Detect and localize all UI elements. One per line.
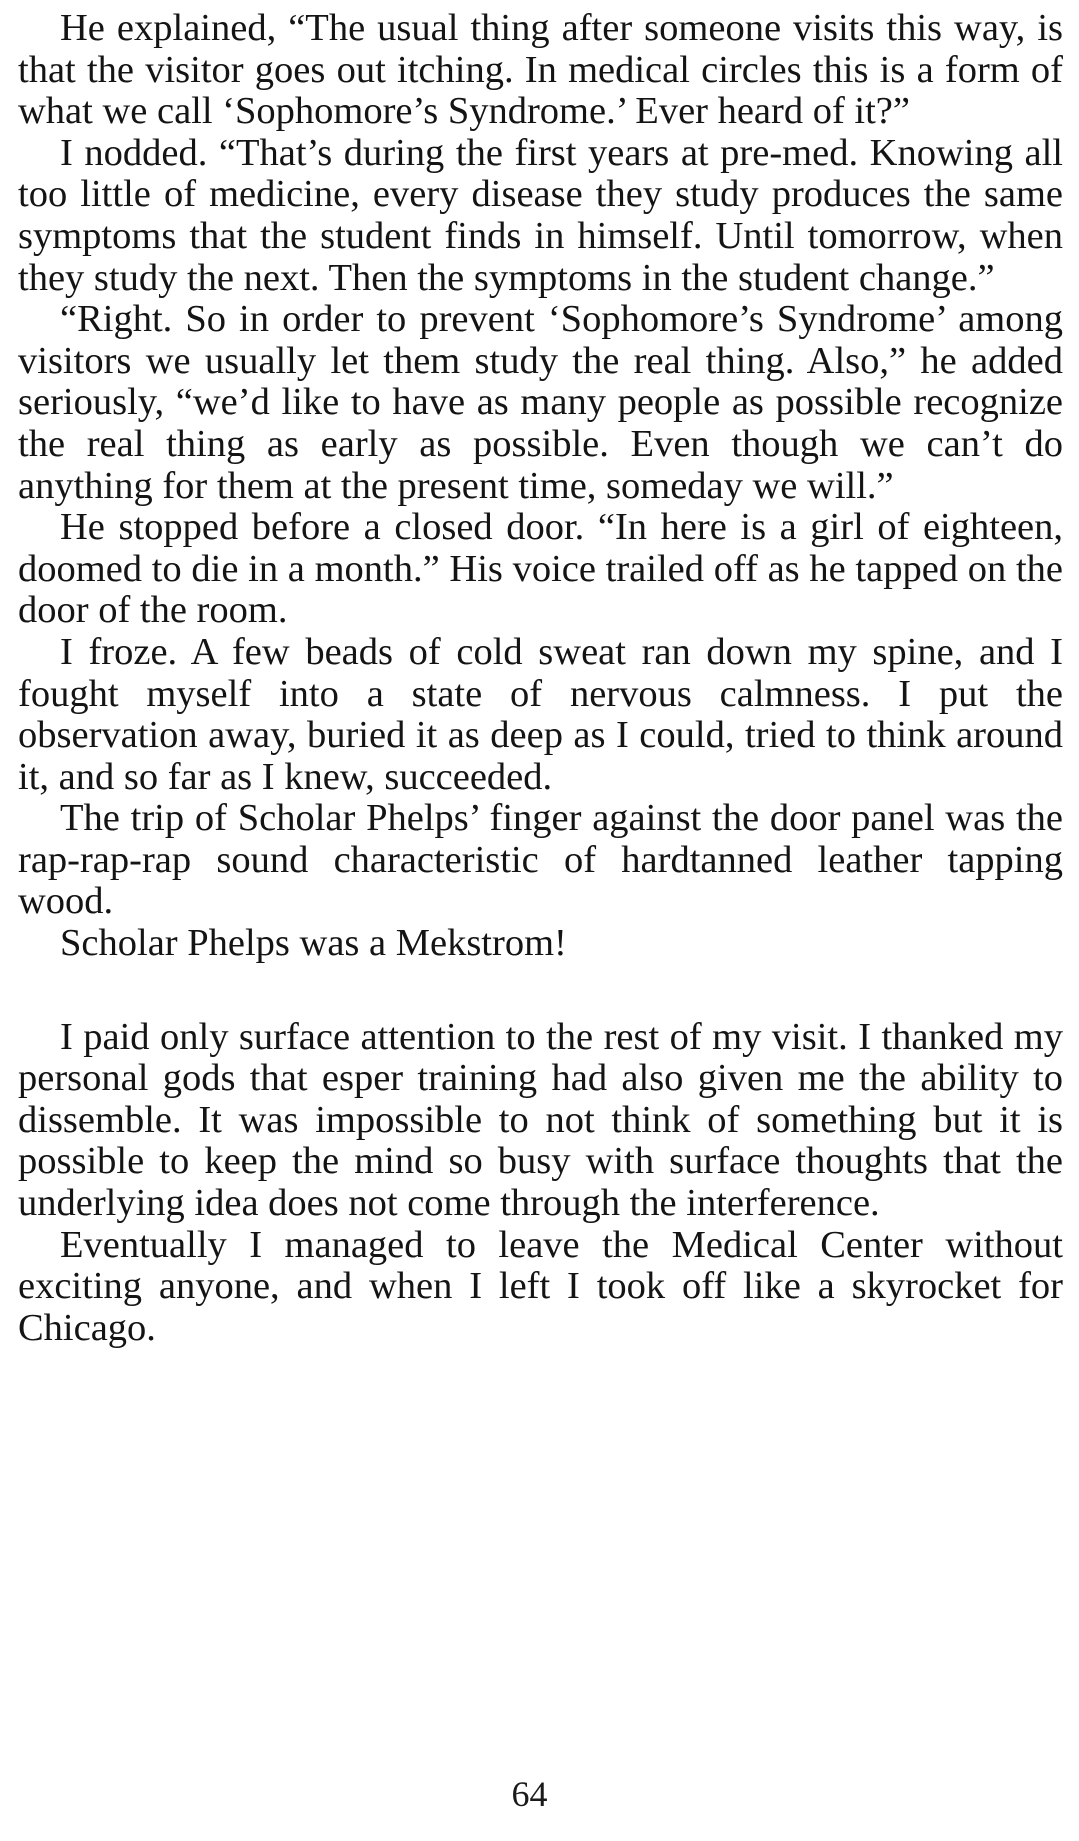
paragraph-explained: He explained, “The usual thing after someone visits this way, is that the visitor goes out itching. In medical circles this is a form of what we call ‘Sophomore’s Syndrome.’ Ever heard of it?” (18, 7, 1063, 133)
paragraph-right: “Right. So in order to prevent ‘Sophomore’s Syndrome’ among visitors we usually let them study the real thing. Also,” he added seriously, “we’d like to have as many people as possible recognize the real thing as early as possible. Even though we can’t do anything for them at the present time, someday we will.” (18, 298, 1063, 507)
paragraph-finger-tap: The trip of Scholar Phelps’ finger against the door panel was the rap-rap-rap sound characteristic of hardtanned leather tapping wood. (18, 797, 1063, 923)
paragraph-nodded: I nodded. “That’s during the first years at pre-med. Knowing all too little of medicine, every disease they study produces the same symptoms that the student finds in himself. Until tomorrow, when they study the next. Then the symptoms in the student change.” (18, 131, 1063, 299)
paragraph-mekstrom: Scholar Phelps was a Mekstrom! (60, 922, 567, 965)
paragraph-closed-door: He stopped before a closed door. “In here is a girl of eighteen, doomed to die in a month.” His voice trailed off as he tapped on the door of the room. (18, 506, 1063, 632)
page-number: 64 (511, 1774, 548, 1814)
paragraph-eventually: Eventually I managed to leave the Medical Center without exciting anyone, and when I left I took off like a skyrocket for Chicago. (18, 1223, 1063, 1349)
book-page (18, 8, 1063, 1349)
paragraph-froze: I froze. A few beads of cold sweat ran down my spine, and I fought myself into a state of nervous calmness. I put the observation away, buried it as deep as I could, tried to think around it, and so far as I knew, succeeded. (18, 630, 1063, 798)
paragraph-surface-attention: I paid only surface attention to the rest of my visit. I thanked my personal gods that esper training had also given me the ability to dissemble. It was impossible to not think of something but it is possible to keep the mind so busy with surface thoughts that the underlying idea does not come through the interference. (18, 1015, 1063, 1225)
section-break (18, 965, 1063, 1017)
